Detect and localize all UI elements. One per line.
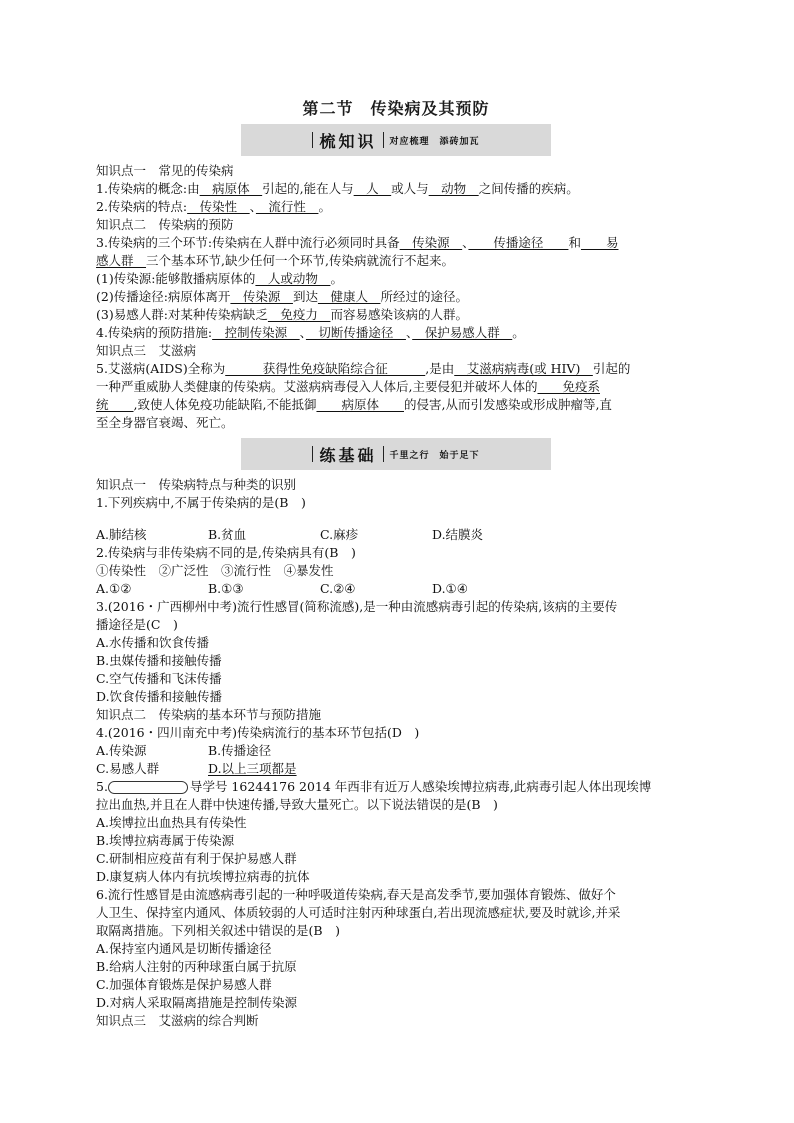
knowledge-item-5-cont: 一种严重威胁人类健康的传染病。艾滋病病毒侵入人体后,主要侵犯并破坏人体的 免疫系 bbox=[96, 379, 600, 394]
question-4-options bbox=[96, 760, 696, 778]
option: B.虫媒传播和接触传播 bbox=[96, 653, 222, 668]
knowledge-item-5: 5.艾滋病(AIDS)全称为 获得性免疫缺陷综合征 ,是由 艾滋病病毒(或 HIV) 引起的 bbox=[96, 361, 631, 376]
question-2-statements: ①传染性 ②广泛性 ③流行性 ④暴发性 bbox=[96, 563, 334, 578]
knowledge-sub-1: (1)传染源:能够散播病原体的 人或动物 。 bbox=[96, 271, 343, 286]
option: B.埃博拉病毒属于传染源 bbox=[96, 833, 235, 848]
option: C.研制相应疫苗有利于保护易感人群 bbox=[96, 851, 297, 866]
option: B.给病人注射的丙种球蛋白属于抗原 bbox=[96, 959, 297, 974]
question-4: 4.(2016・四川南充中考)传染病流行的基本环节包括(D ) bbox=[96, 725, 420, 740]
option: A.传染源 bbox=[96, 743, 147, 758]
question-1-options bbox=[96, 526, 696, 544]
option: D.以上三项都是 bbox=[208, 761, 297, 776]
answer-blank: 传染性 bbox=[187, 199, 250, 214]
banner-divider bbox=[383, 132, 384, 148]
answer-blank: 流行性 bbox=[255, 199, 319, 214]
option: B.贫血 bbox=[208, 527, 247, 542]
knowledge-heading-3: 知识点三 艾滋病 bbox=[96, 343, 197, 358]
knowledge-item-3: 3.传染病的三个环节:传染病在人群中流行必须同时具备 传染源 、 传播途径 和 易 bbox=[96, 235, 619, 250]
practice-heading-2: 知识点二 传染病的基本环节与预防措施 bbox=[96, 707, 322, 722]
knowledge-item-4: 4.传染病的预防措施: 控制传染源 、 切断传播途径 、 保护易感人群 。 bbox=[96, 325, 525, 340]
option: C.麻疹 bbox=[320, 527, 359, 542]
knowledge-item-5-cont: 至全身器官衰竭、死亡。 bbox=[96, 415, 234, 430]
knowledge-heading-2: 知识点二 传染病的预防 bbox=[96, 217, 234, 232]
answer-blank: 免疫力 bbox=[267, 307, 331, 322]
option: B.传播途径 bbox=[208, 743, 272, 758]
practice-heading-1: 知识点一 传染病特点与种类的识别 bbox=[96, 477, 297, 492]
answer-blank: 病原体 bbox=[316, 397, 404, 412]
option: D.饮食传播和接触传播 bbox=[96, 689, 223, 704]
banner-divider bbox=[312, 446, 313, 462]
option: D.①④ bbox=[432, 581, 468, 596]
banner-subtitle: 对应梳理 添砖加瓦 bbox=[389, 136, 480, 147]
question-5-cont: 拉出血热,并且在人群中快速传播,导致大量死亡。以下说法错误的是(B ) bbox=[96, 797, 498, 812]
option: D.对病人采取隔离措施是控制传染源 bbox=[96, 995, 298, 1010]
banner-title: 练基础 bbox=[319, 445, 377, 465]
question-3-cont: 播途径是(C ) bbox=[96, 617, 178, 632]
knowledge-item-5-cont: 统 ,致使人体免疫功能缺陷,不能抵御 病原体 的侵害,从而引发感染或形成肿瘤等,直 bbox=[96, 397, 612, 412]
question-1: 1.下列疾病中,不属于传染病的是(B ) bbox=[96, 495, 306, 510]
option: A.埃博拉出血热具有传染性 bbox=[96, 815, 247, 830]
knowledge-sub-3: (3)易感人群:对某种传染病缺乏 免疫力 而容易感染该病的人群。 bbox=[96, 307, 468, 322]
knowledge-sub-2: (2)传播途径:病原体离开 传染源 到达 健康人 所经过的途径。 bbox=[96, 289, 468, 304]
banner-divider bbox=[383, 446, 384, 462]
answer-blank: 易 bbox=[580, 235, 619, 250]
answer-blank: 传染源 bbox=[399, 235, 463, 250]
answer-blank: 切断传播途径 bbox=[305, 325, 406, 340]
answer-blank: 免疫系 bbox=[537, 379, 600, 394]
option: A.保持室内通风是切断传播途径 bbox=[96, 941, 272, 956]
option: A.①② bbox=[96, 581, 132, 596]
option: C.易感人群 bbox=[96, 761, 160, 776]
answer-blank: 传染源 bbox=[230, 289, 293, 304]
answer-blank: 传播途径 bbox=[468, 235, 569, 250]
banner-subtitle: 千里之行 始于足下 bbox=[389, 450, 480, 461]
question-3: 3.(2016・广西柳州中考)流行性感冒(简称流感),是一种由流感病毒引起的传染病,该病的主要传 bbox=[96, 599, 618, 614]
section-banner-knowledge bbox=[241, 124, 551, 156]
option: C.②④ bbox=[320, 581, 356, 596]
question-6: 6.流行性感冒是由流感病毒引起的一种呼吸道传染病,春天是高发季节,要加强体育锻炼、做好个 bbox=[96, 887, 616, 902]
question-6-cont: 人卫生、保持室内通风、体质较弱的人可适时注射丙种球蛋白,若出现流感症状,要及时就诊,并采 bbox=[96, 905, 621, 920]
knowledge-heading-1: 知识点一 常见的传染病 bbox=[96, 163, 234, 178]
option: A.肺结核 bbox=[96, 527, 147, 542]
guide-badge-icon bbox=[108, 781, 188, 794]
practice-heading-3: 知识点三 艾滋病的综合判断 bbox=[96, 1013, 259, 1028]
answer-blank: 人或动物 bbox=[255, 271, 331, 286]
answer-blank: 病原体 bbox=[199, 181, 263, 196]
question-6-cont: 取隔离措施。下列相关叙述中错误的是(B ) bbox=[96, 923, 340, 938]
option: D.康复病人体内有抗埃博拉病毒的抗体 bbox=[96, 869, 310, 884]
answer-blank: 统 bbox=[96, 397, 134, 412]
question-2: 2.传染病与非传染病不同的是,传染病具有(B ) bbox=[96, 545, 356, 560]
answer-blank: 感人群 bbox=[96, 253, 147, 268]
answer-blank: 控制传染源 bbox=[212, 325, 300, 340]
knowledge-item-1: 1.传染病的概念:由 病原体 引起的,能在人与 人 或人与 动物 之间传播的疾病。 bbox=[96, 181, 579, 196]
page-title: 第二节 传染病及其预防 bbox=[302, 99, 490, 118]
question-2-options bbox=[96, 580, 696, 598]
answer-blank: 健康人 bbox=[317, 289, 381, 304]
question-5: 5. 导学号 16244176 2014 年西非有近万人感染埃博拉病毒,此病毒引起人体出现埃博 bbox=[96, 779, 652, 794]
worksheet-page bbox=[96, 96, 696, 1030]
answer-blank: 获得性免疫缺陷综合征 bbox=[225, 361, 426, 376]
banner-title: 梳知识 bbox=[319, 131, 377, 151]
answer-blank: 人 bbox=[353, 181, 392, 196]
answer-blank: 动物 bbox=[428, 181, 479, 196]
answer-blank: 保护易感人群 bbox=[412, 325, 513, 340]
knowledge-item-3-cont: 感人群 三个基本环节,缺少任何一个环节,传染病就流行不起来。 bbox=[96, 253, 454, 268]
option: D.结膜炎 bbox=[432, 527, 484, 542]
banner-divider bbox=[312, 132, 313, 148]
knowledge-item-2: 2.传染病的特点: 传染性 、 流行性 。 bbox=[96, 199, 331, 214]
section-banner-practice bbox=[241, 438, 551, 470]
option: B.①③ bbox=[208, 581, 244, 596]
option: C.空气传播和飞沫传播 bbox=[96, 671, 222, 686]
question-4-options bbox=[96, 742, 696, 760]
option: C.加强体育锻炼是保护易感人群 bbox=[96, 977, 272, 992]
answer-blank: 艾滋病病毒(或 HIV) bbox=[454, 361, 593, 376]
option: A.水传播和饮食传播 bbox=[96, 635, 210, 650]
